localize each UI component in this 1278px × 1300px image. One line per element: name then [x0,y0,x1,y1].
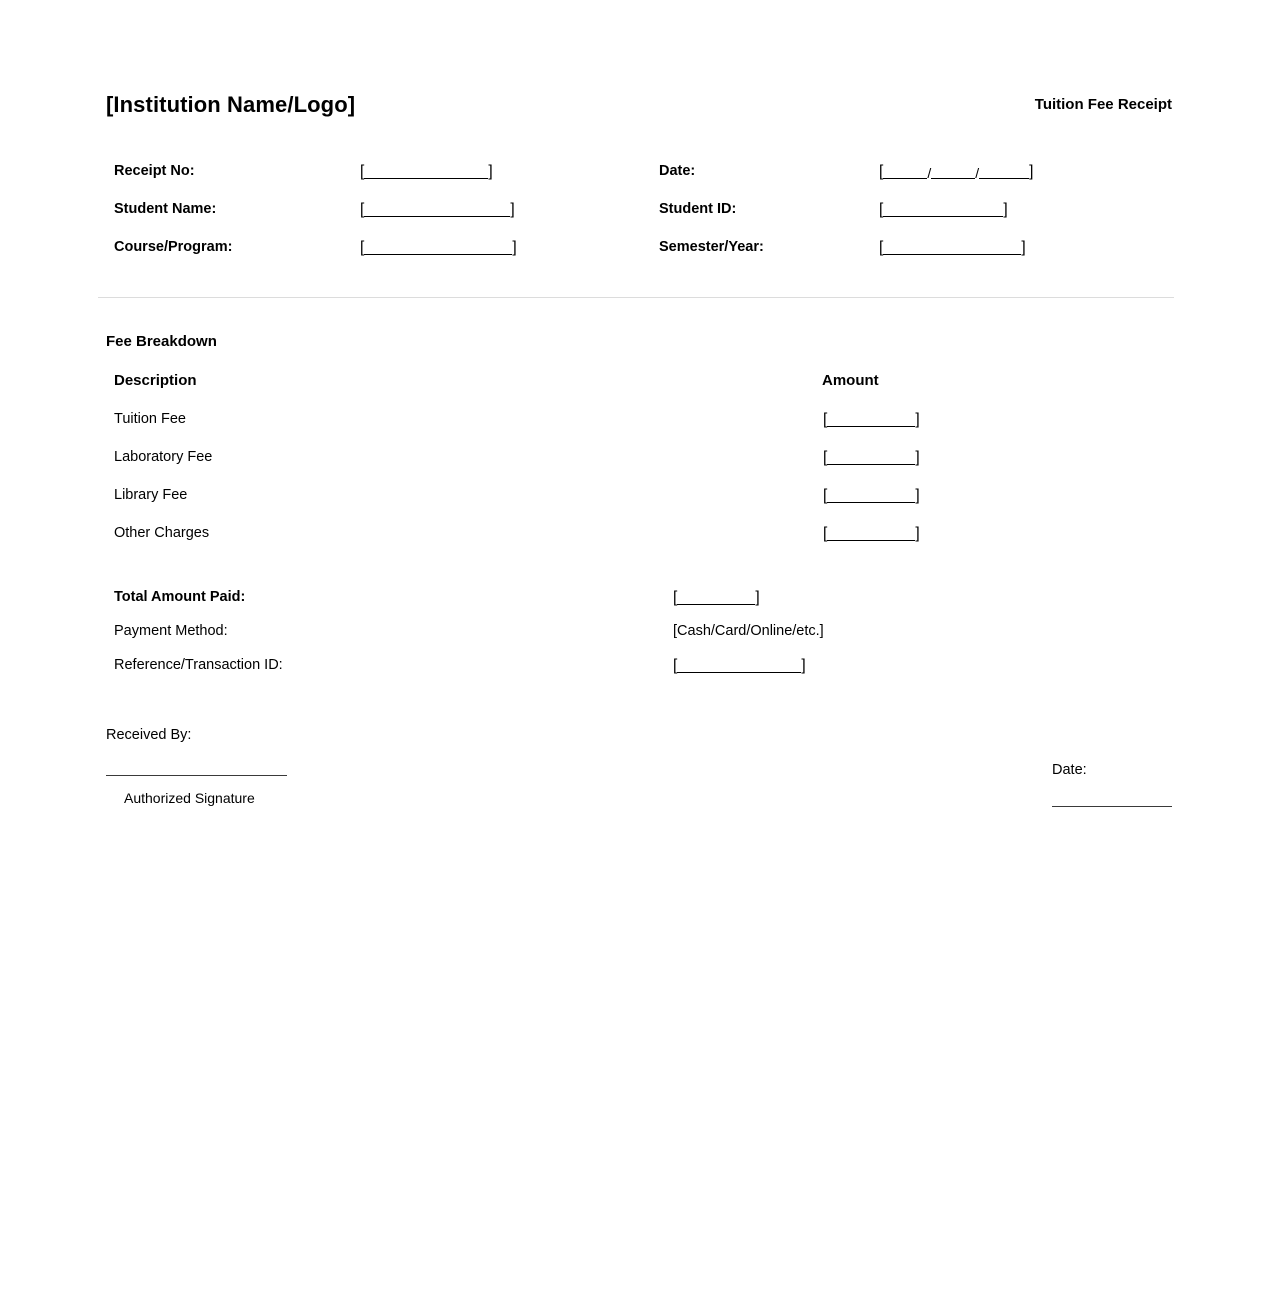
student-name-field[interactable] [360,201,515,217]
fee-row-amount-field[interactable] [823,487,920,503]
fill-rule [827,453,915,465]
fill-rule [827,491,915,503]
authorized-signature-caption: Authorized Signature [124,790,255,806]
fee-row-description: Tuition Fee [114,411,186,427]
bracket-close: ] [488,163,493,180]
bracket-close: ] [915,449,920,466]
bracket-open: [ [879,163,884,180]
bracket-close: ] [915,487,920,504]
bracket-open: [ [360,239,365,256]
student-name-label: Student Name: [114,201,217,217]
fill-rule-day [883,167,927,179]
bracket-open: [ [823,411,828,428]
authorized-signature-line[interactable] [106,775,287,776]
bracket-open: [ [673,657,678,674]
bracket-close: ] [801,657,806,674]
fee-row-amount-field[interactable] [823,525,920,541]
fee-breakdown-heading: Fee Breakdown [106,333,217,350]
bracket-open: [ [823,525,828,542]
total-amount-paid-label: Total Amount Paid: [114,589,246,605]
fill-rule [364,167,488,179]
fill-rule [883,243,1021,255]
reference-transaction-id-label: Reference/Transaction ID: [114,657,283,673]
fill-rule [677,593,755,605]
course-program-label: Course/Program: [114,239,233,255]
fill-rule-year [979,167,1029,179]
column-header-amount: Amount [822,372,879,389]
column-header-description: Description [114,372,197,389]
student-id-label: Student ID: [659,201,737,217]
total-amount-paid-field[interactable] [673,589,760,605]
course-program-field[interactable] [360,239,517,255]
bracket-close: ] [510,201,515,218]
received-by-label: Received By: [106,727,192,743]
bracket-open: [ [823,449,828,466]
fee-row-amount-field[interactable] [823,411,920,427]
student-id-field[interactable] [879,201,1008,217]
fee-row-amount-field[interactable] [823,449,920,465]
date-field[interactable] [879,163,1033,179]
signature-date-label: Date: [1052,762,1087,778]
signature-date-line[interactable] [1052,806,1172,807]
fill-rule [677,661,801,673]
receipt-no-field[interactable] [360,163,493,179]
bracket-close: ] [1003,201,1008,218]
bracket-close: ] [755,589,760,606]
bracket-open: [ [673,589,678,606]
bracket-close: ] [512,239,517,256]
date-label: Date: [659,163,696,179]
bracket-close: ] [915,411,920,428]
fill-rule [364,243,512,255]
fill-rule [827,415,915,427]
semester-year-label: Semester/Year: [659,239,764,255]
bracket-close: ] [1029,163,1034,180]
institution-name-logo: [Institution Name/Logo] [106,92,356,117]
fill-rule-month [931,167,975,179]
bracket-open: [ [360,201,365,218]
fill-rule [364,205,510,217]
bracket-close: ] [915,525,920,542]
section-divider [98,297,1174,298]
bracket-open: [ [360,163,365,180]
fee-row-description: Library Fee [114,487,188,503]
fee-row-description: Other Charges [114,525,210,541]
payment-method-label: Payment Method: [114,623,228,639]
date-separator: / [927,164,932,181]
bracket-open: [ [823,487,828,504]
reference-transaction-id-field[interactable] [673,657,806,673]
payment-method-value[interactable]: [Cash/Card/Online/etc.] [673,623,824,639]
semester-year-field[interactable] [879,239,1026,255]
receipt-no-label: Receipt No: [114,163,195,179]
fill-rule [827,529,915,541]
fill-rule [883,205,1003,217]
receipt-type-title: Tuition Fee Receipt [1034,96,1172,113]
fee-row-description: Laboratory Fee [114,449,213,465]
bracket-open: [ [879,201,884,218]
date-separator: / [975,164,980,181]
bracket-open: [ [879,239,884,256]
bracket-close: ] [1021,239,1026,256]
